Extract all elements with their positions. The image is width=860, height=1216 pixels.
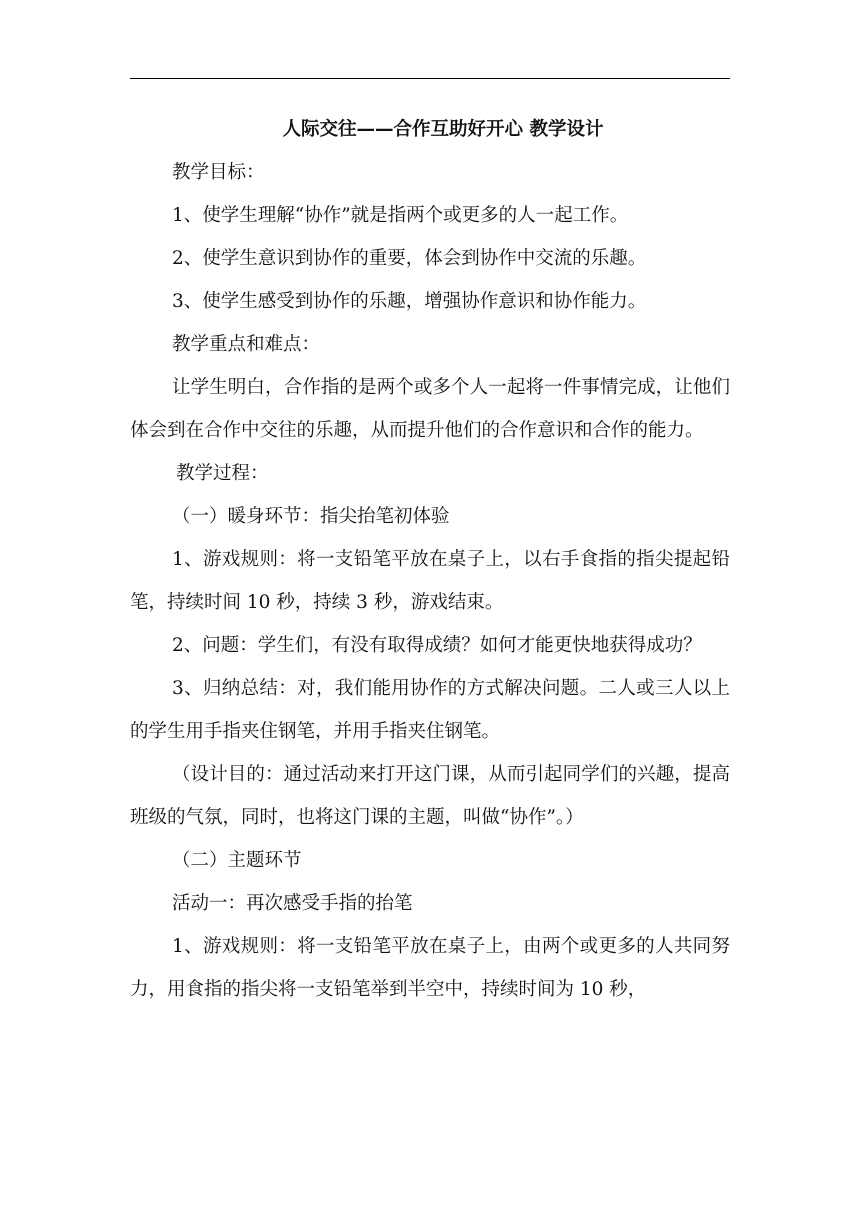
subsection-heading-warmup: （一）暖身环节：指尖抬笔初体验: [172, 506, 450, 527]
objective-item: 3、使学生感受到协作的乐趣，增强协作意识和协作能力。: [172, 291, 647, 312]
key-points-paragraph: 让学生明白，合作指的是两个或多个人一起将一件事情完成，让他们体会到在合作中交往的乐趣，从而提升他们的合作意识和合作的能力。: [130, 377, 730, 441]
header-rule: [130, 78, 730, 79]
subsection-heading-theme: （二）主题环节: [172, 850, 302, 871]
section-heading-objectives: 教学目标：: [172, 162, 265, 183]
document-title: 人际交往——合作互助好开心 教学设计: [282, 119, 604, 140]
activity-step: 1、游戏规则：将一支铅笔平放在桌子上，由两个或更多的人共同努力，用食指的指尖将一支铅笔举到半空中，持续时间为 10 秒，: [130, 936, 730, 1000]
objective-item: 2、使学生意识到协作的重要，体会到协作中交流的乐趣。: [172, 248, 647, 269]
warmup-step: 1、游戏规则：将一支铅笔平放在桌子上，以右手食指的指尖提起铅笔，持续时间 10 秒，持续 3 秒，游戏结束。: [130, 549, 730, 613]
section-heading-key-points: 教学重点和难点：: [172, 334, 321, 355]
warmup-step: 3、归纳总结：对，我们能用协作的方式解决问题。二人或三人以上的学生用手指夹住钢笔，并用手指夹住钢笔。: [130, 678, 730, 742]
section-heading-process: 教学过程：: [176, 463, 269, 484]
activity-heading: 活动一：再次感受手指的抬笔: [172, 893, 413, 914]
design-purpose-note: （设计目的：通过活动来打开这门课，从而引起同学们的兴趣，提高班级的气氛，同时，也将这门课的主题，叫做“协作”。）: [130, 764, 730, 828]
warmup-step: 2、问题：学生们，有没有取得成绩？如何才能更快地获得成功？: [172, 635, 702, 656]
objective-item: 1、使学生理解“协作”就是指两个或更多的人一起工作。: [172, 205, 629, 226]
document-body: [130, 108, 730, 1011]
